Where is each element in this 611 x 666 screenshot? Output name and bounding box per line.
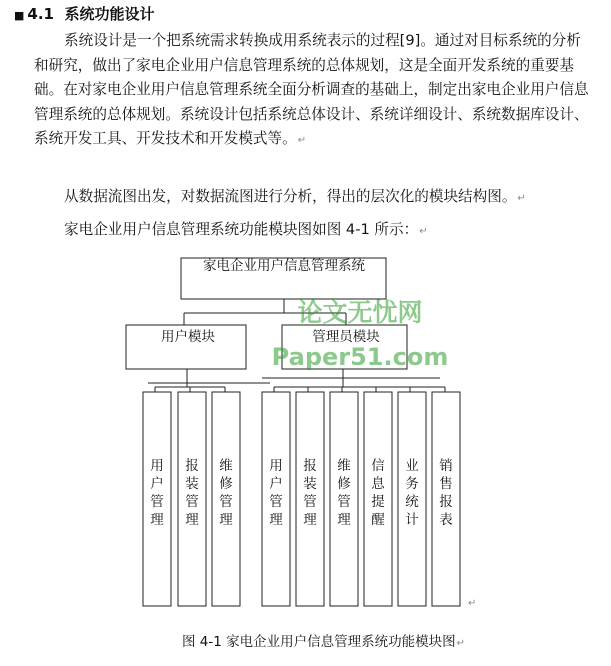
return-mark-icon: ↵	[517, 193, 526, 204]
return-mark-icon: ↵	[468, 598, 477, 609]
watermark-top-text: 论文无忧网	[297, 298, 423, 327]
watermark-bottom-text: Paper51.com	[271, 343, 449, 371]
bullet-icon: ■	[14, 9, 25, 22]
figure-caption: 图 4-1 家电企业用户信息管理系统功能模块图↵	[182, 634, 466, 650]
root-label: 家电企业用户信息管理系统	[203, 258, 365, 274]
section-number: 4.1	[27, 5, 54, 23]
paragraph-1: 系统设计是一个把系统需求转换成用系统表示的过程[9]。通过对目标系统的分析和研究，做出了家电企业用户信息管理系统的总体规划，这是全面开发系统的重要基础。在对家电企业用户信息管理系统全面分析调查的基础上，制定出家电企业用户信息管理系统的总体规划。系统设计包括系统总体设计、系统详细设计、系统数据库设计、系统开发工具、开发技术和开发模式等。↵	[34, 32, 589, 148]
leaf-boxes	[143, 392, 460, 606]
return-mark-icon: ↵	[419, 226, 428, 237]
leaf-label: 信息提醒	[371, 458, 385, 528]
return-mark-icon: ↵	[297, 135, 307, 147]
leaf-label: 维修管理	[337, 458, 351, 528]
paragraph-2: 从数据流图出发，对数据流图进行分析，得出的层次化的模块结构图。↵	[64, 188, 526, 205]
module-label-admin: 管理员模块	[312, 329, 380, 345]
return-mark-icon: ↵	[456, 638, 466, 649]
leaf-label: 销售报表	[439, 458, 453, 528]
module-label-user: 用户模块	[161, 329, 215, 345]
leaf-label: 用户管理	[269, 458, 283, 528]
leaf-label: 报装管理	[185, 458, 199, 528]
section-title: 系统功能设计	[64, 5, 155, 23]
leaf-label: 维修管理	[219, 458, 233, 528]
leaf-label: 业务统计	[405, 458, 419, 528]
diagram-guide-lines	[148, 378, 440, 383]
paragraph-3: 家电企业用户信息管理系统功能模块图如图 4-1 所示：↵	[64, 221, 428, 238]
leaf-label: 报装管理	[303, 458, 317, 528]
leaf-label: 用户管理	[150, 458, 164, 528]
